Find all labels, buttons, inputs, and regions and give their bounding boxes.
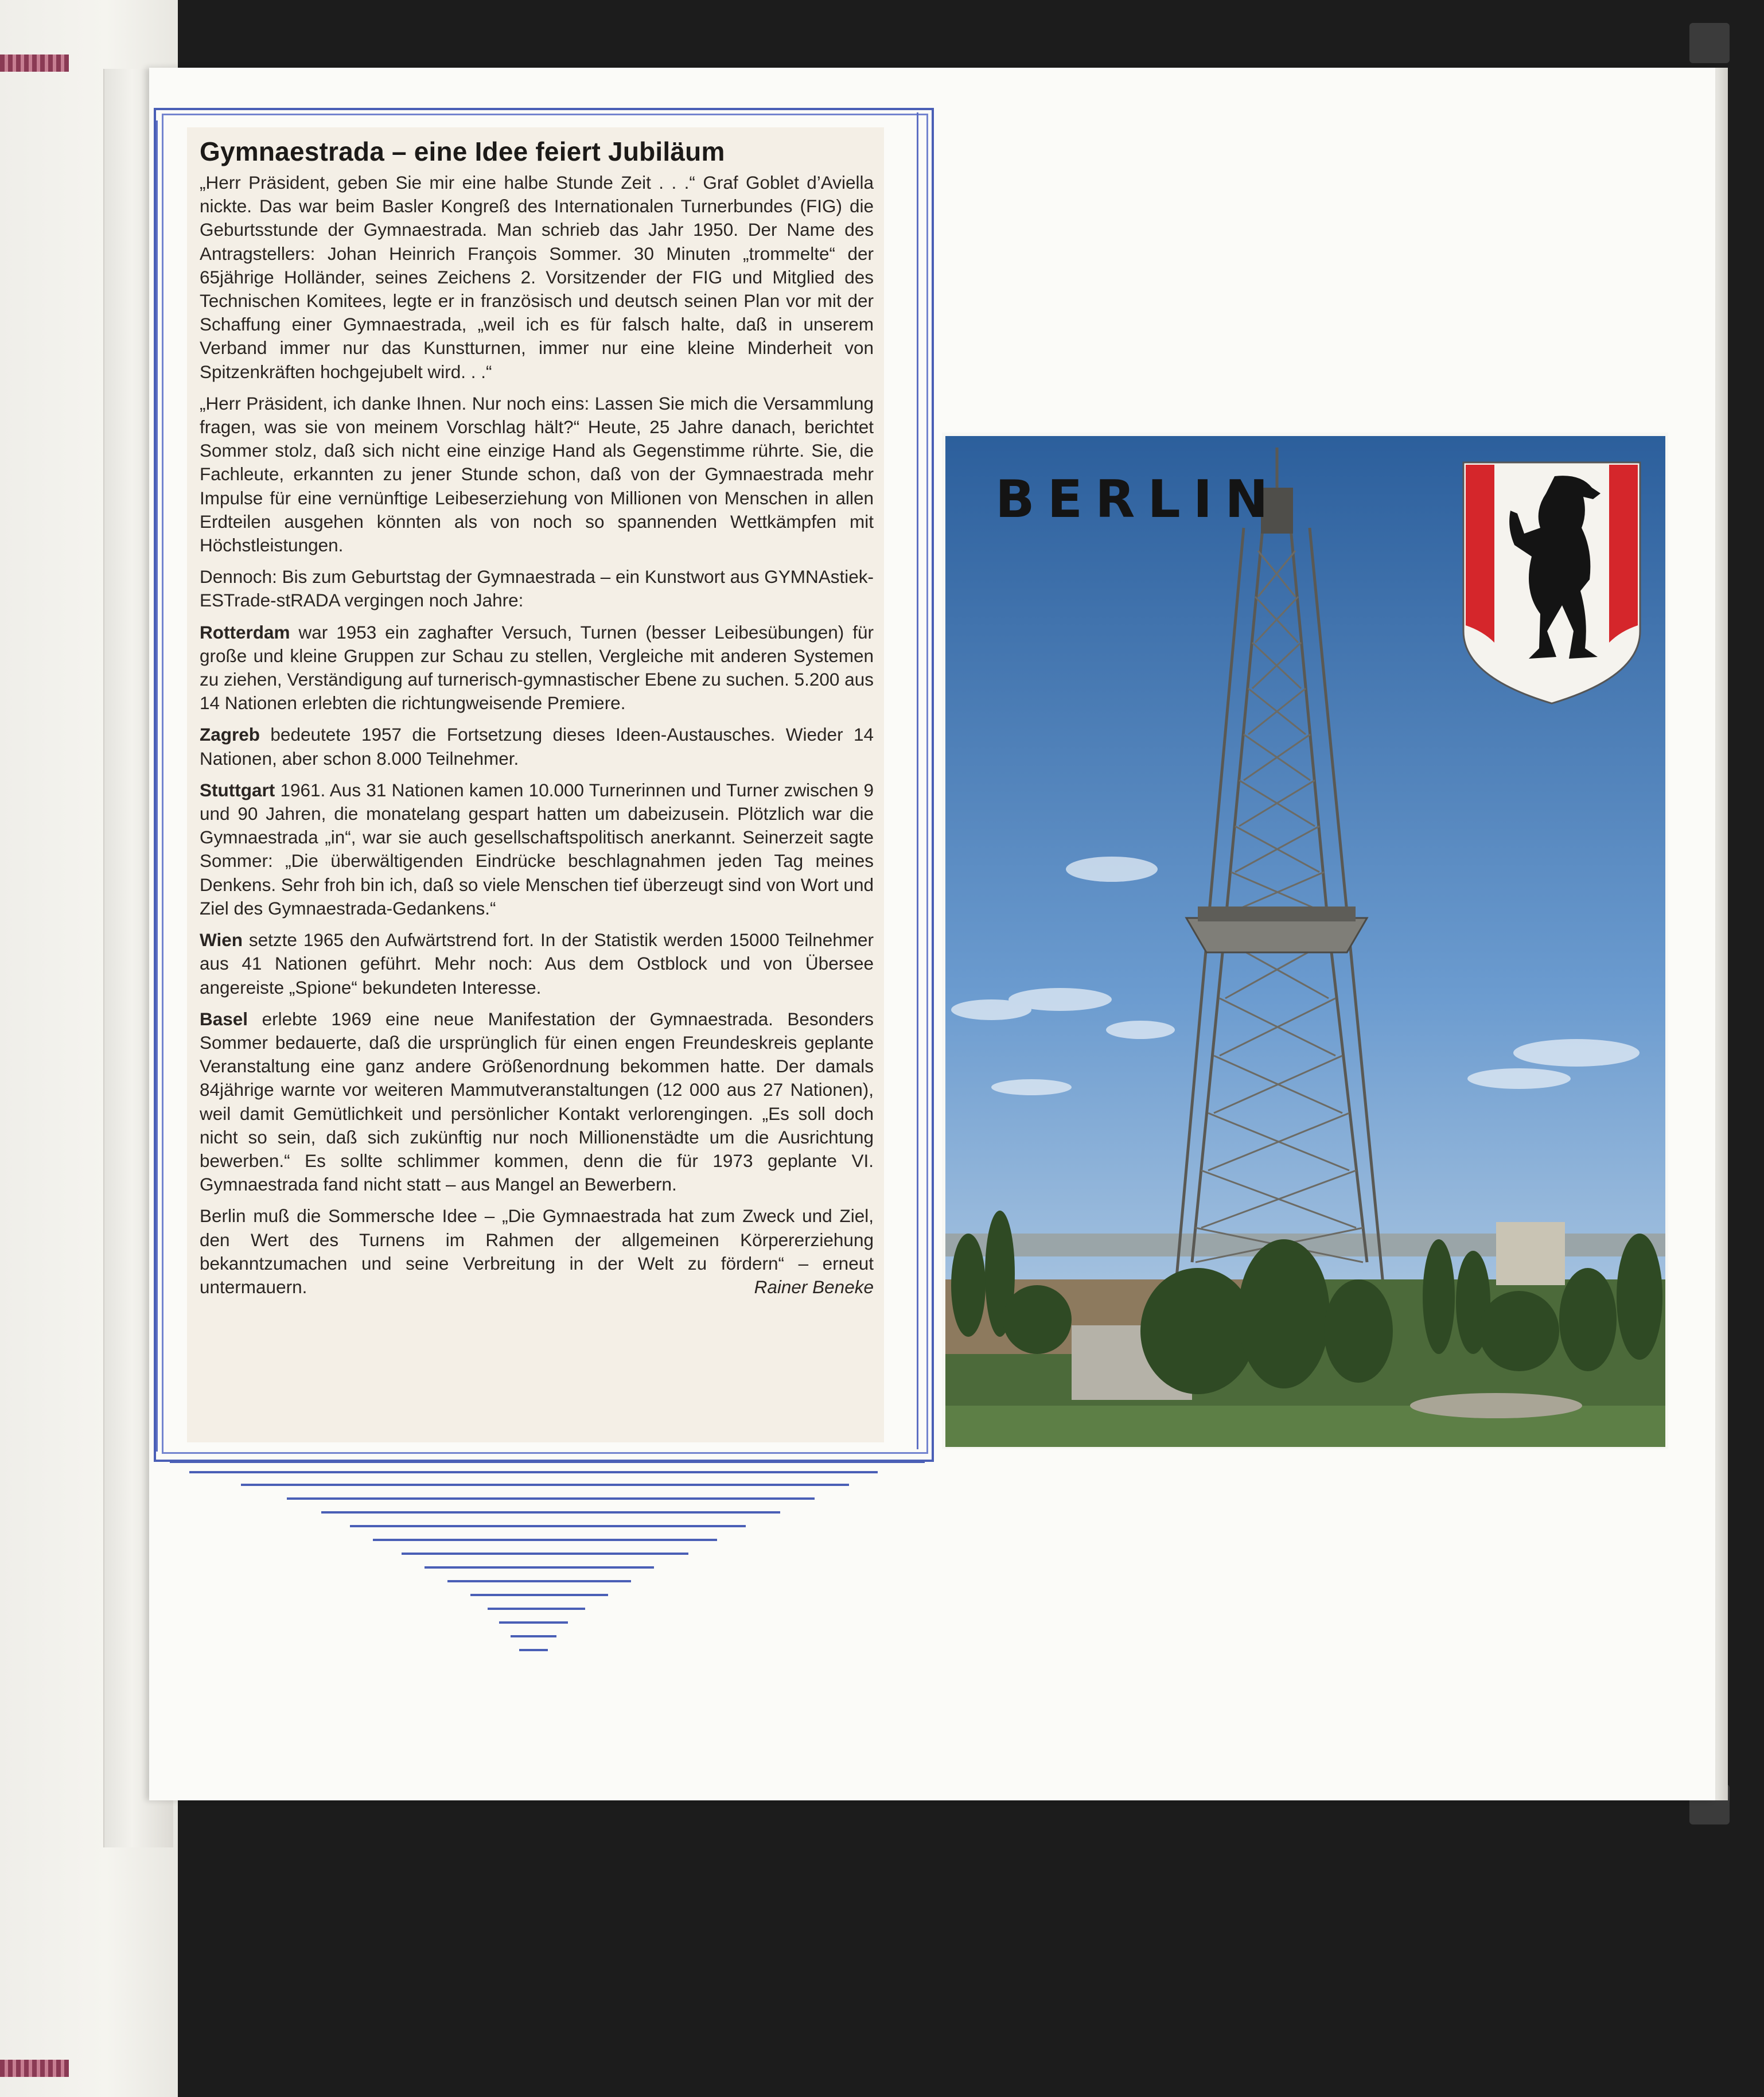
article-paragraph: „Herr Präsident, ich danke Ihnen. Nur noch eins: Lassen Sie mich die Versammlung fragen, was sie von meinem Vorschlag hält?“ Heute, 25 Jahre danach, berichtet Sommer stolz, daß sich nicht eine einzige Hand als Gegenstimme rührte. Sie, die Fachleute, erkannten zu jener Stunde schon, daß von der Gymnaestrada mehr Impulse für eine vernünftige Leibeserziehung von Millionen von Menschen in allen Erdteilen ausgehen könnten als von noch so spannenden Wettkämpfen mit Höchstleistungen. [200, 392, 874, 556]
article-title: Gymnaestrada – eine Idee feiert Jubiläum [200, 137, 725, 166]
article-paragraph-rotterdam [200, 621, 874, 715]
paragraph-text: war 1953 ein zaghafter Versuch, Turnen (besser Leibesübungen) für große und kleine Gruppen zur Schau zu stellen, Vergleiche mit anderen Systemen zu ziehen, Verständigung auf turnerisch-gymnastischer Ebene zu suchen. 5.200 aus 14 Nationen erlebten die richtungweisende Premiere. [200, 621, 874, 714]
fountain-plaza [1410, 1393, 1582, 1418]
berlin-coat-of-arms-icon [1460, 459, 1644, 707]
postcard-title: BERLIN [995, 469, 1281, 530]
paragraph-text: erlebte 1969 eine neue Manifestation der Gymnaestrada. Besonders Sommer bedauerte, daß die ursprünglich für einen engen Freundeskreis geplante Veranstaltung eine ganz andere Größenordnung bekommen hatte. Der damals 84jährige warnte vor weiteren Mammutveranstaltungen (12 000 aus 27 Nationen), weil damit Gemütlichkeit und persönlicher Kontakt verlorengingen. „Es soll doch nicht so sein, daß sich zukünftig nur noch Millionenstädte um die Ausrichtung bewerben.“ Es sollte schlimmer kommen, denn die für 1973 geplante VI. Gymnaestrada fand nicht statt – aus Mangel an Bewerbern. [200, 1008, 874, 1195]
drawn-frame-line [156, 120, 158, 1452]
city-lead: Stuttgart [200, 779, 275, 800]
article-paragraph: „Herr Präsident, geben Sie mir eine halbe Stunde Zeit . . .“ Graf Goblet d’Aviella nickte. Das war beim Basler Kongreß des Internationalen Turnerbundes (FIG) die Geburtsstunde der Gymnaestrada. Man schrieb das Jahr 1950. Der Name des Antragstellers: Johan Heinrich François Sommer. 30 Minuten „trommelte“ der 65jährige Holländer, seines Zeichens 2. Vorsitzender der FIG und Mitglied des Technischen Komitees, legte er in französisch und deutsch seinen Plan vor mit der Schaffung einer Gymnaestrada, „weil ich es für falsch halte, daß in unserem Verband immer nur das Kunstturnen, immer nur eine kleine Minderheit von Spitzenkräften hochgejubelt wird. . .“ [200, 172, 874, 382]
round-tower-building [1496, 1222, 1565, 1285]
tower-restaurant-deck [1186, 918, 1367, 952]
article-paragraph-zagreb [200, 723, 874, 770]
article-paragraph-basel [200, 1007, 874, 1197]
paragraph-text: setzte 1965 den Aufwärtstrend fort. In der Statistik werden 15000 Teilnehmer aus 41 Nationen geführt. Mehr noch: Aus dem Ostblock und von Übersee angereiste „Spione“ bekundeten Interesse. [200, 929, 874, 998]
bookmark-ribbon-bottom [0, 2060, 69, 2077]
drawn-frame-line [917, 112, 918, 1449]
tower-deck-roof [1198, 907, 1356, 921]
paragraph-text: bedeutete 1957 die Fortsetzung dieses Ideen-Austausches. Wieder 14 Nationen, aber schon 8.000 Teilnehmer. [200, 724, 874, 769]
article-paragraph-closing [200, 1204, 874, 1299]
article-paragraph: Dennoch: Bis zum Geburtstag der Gymnaestrada – ein Kunstwort aus GYMNAstiek-ESTrade-stRADA vergingen noch Jahre: [200, 566, 874, 611]
article-paragraph-stuttgart [200, 779, 874, 920]
newspaper-clipping [187, 127, 884, 1442]
article-paragraph-wien [200, 928, 874, 999]
city-lead: Wien [200, 929, 243, 951]
city-lead: Zagreb [200, 724, 260, 745]
paragraph-text: Berlin muß die Sommersche Idee – „Die Gymnaestrada hat zum Zweck und Ziel, den Wert des Turnens im Rahmen der allgemeinen Körpererziehung bekanntzumachen und seine Verbreitung in der Welt zu fördern“ – erneut untermauern. [200, 1205, 874, 1297]
city-lead: Basel [200, 1008, 248, 1029]
city-lead: Rotterdam [200, 621, 290, 643]
page-edge-right [1715, 68, 1728, 1800]
paragraph-text: 1961. Aus 31 Nationen kamen 10.000 Turnerinnen und Turner zwischen 9 und 90 Jahren, die monatelang gespart hatten um dabeizusein. Plötzlich war die Gymnaestrada „in“, war sie auch gesellschaftspolitisch anerkannt. Seinerzeit sagte Sommer: „Die überwältigenden Eindrücke beschlagnahmen jeden Tag meines Denkens. Sehr froh bin ich, daß so viele Menschen tief überzeugt sind von Wort und Ziel des Gymnaestrada-Gedankens.“ [200, 779, 874, 919]
cover-corner-top [1689, 23, 1730, 63]
bookmark-ribbon-top [0, 55, 69, 72]
author-signature: Rainer Beneke [754, 1276, 874, 1297]
